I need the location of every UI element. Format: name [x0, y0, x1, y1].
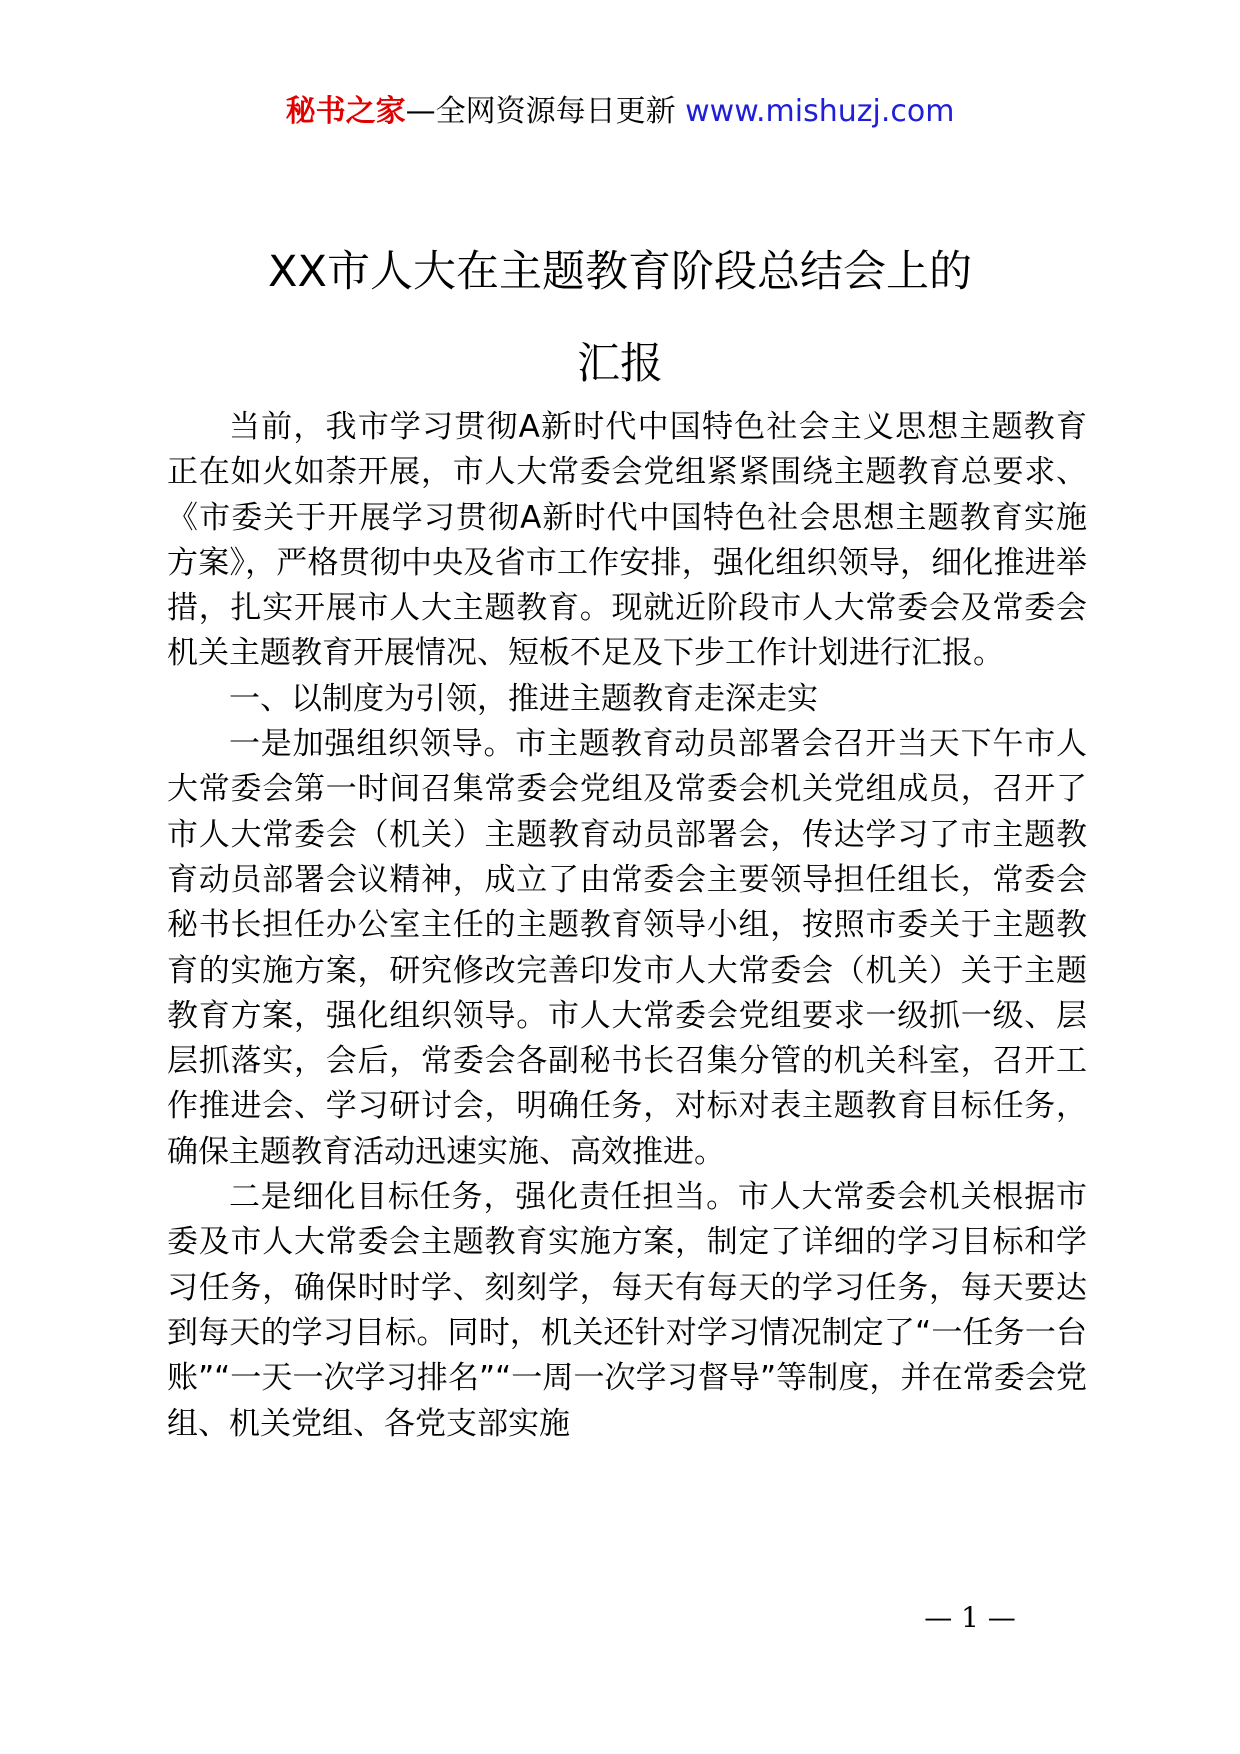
intro-paragraph: 当前，我市学习贯彻A新时代中国特色社会主义思想主题教育正在如火如荼开展，市人大常委会党组紧紧围绕主题教育总要求、《市委关于开展学习贯彻A新时代中国特色社会思想主题教育实施方案》，严格贯彻中央及省市工作安排，强化组织领导，细化推进举措，扎实开展市人大主题教育。现就近阶段市人大常委会及常委会机关主题教育开展情况、短板不足及下步工作计划进行汇报。 — [167, 409, 1087, 672]
site-url-link[interactable]: www.mishuzj.com — [685, 94, 955, 129]
page-number: — 1 — — [924, 1601, 1016, 1634]
document-body — [167, 405, 1087, 1447]
brand-slogan: —全网资源每日更新 — [405, 94, 676, 129]
body-paragraph: 一是加强组织领导。市主题教育动员部署会召开当天下午市人大常委会第一时间召集常委会党组及常委会机关党组成员，召开了市人大常委会（机关）主题教育动员部署会，传达学习了市主题教育动员部署会议精神，成立了由常委会主要领导担任组长，常委会秘书长担任办公室主任的主题教育领导小组，按照市委关于主题教育的实施方案，研究修改完善印发市人大常委会（机关）关于主题教育方案，强化组织领导。市人大常委会党组要求一级抓一级、层层抓落实，会后，常委会各副秘书长召集分管的机关科室，召开工作推进会、学习研讨会，明确任务，对标对表主题教育目标任务，确保主题教育活动迅速实施、高效推进。 — [167, 726, 1087, 1170]
site-banner — [0, 92, 1240, 132]
section-heading: 一、以制度为引领，推进主题教育走深走实 — [229, 680, 818, 717]
body-paragraph: 二是细化目标任务，强化责任担当。市人大常委会机关根据市委及市人大常委会主题教育实施方案，制定了详细的学习目标和学习任务，确保时时学、刻刻学，每天有每天的学习任务，每天要达到每天的学习目标。同时，机关还针对学习情况制定了“一任务一台账”“一天一次学习排名”“一周一次学习督导”等制度，并在常委会党组、机关党组、各党支部实施 — [167, 1179, 1087, 1442]
brand-name: 秘书之家 — [285, 94, 406, 129]
document-title-line-2: 汇报 — [577, 339, 663, 389]
document-title-line-1: XX市人大在主题教育阶段总结会上的 — [268, 247, 972, 297]
